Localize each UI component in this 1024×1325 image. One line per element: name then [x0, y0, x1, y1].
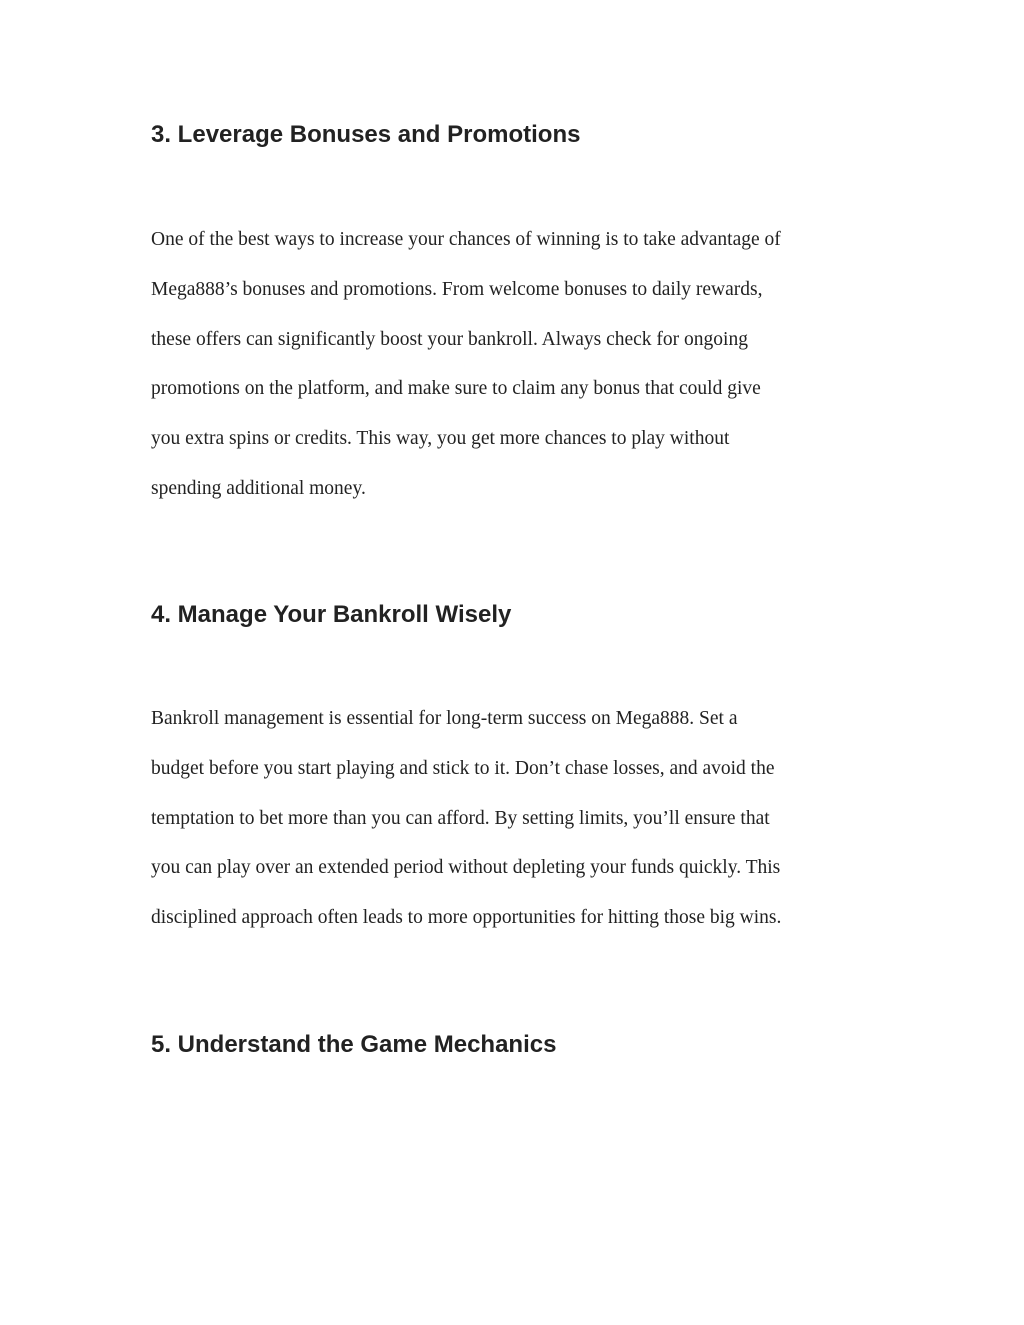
section-heading-bonuses: 3. Leverage Bonuses and Promotions [151, 121, 581, 148]
section-heading-bankroll: 4. Manage Your Bankroll Wisely [151, 601, 512, 628]
section-heading-game-mechanics: 5. Understand the Game Mechanics [151, 1031, 557, 1058]
paragraph-line: you can play over an extended period without depleting your funds quickly. This [151, 857, 781, 879]
paragraph-line: you extra spins or credits. This way, you get more chances to play without [151, 428, 730, 450]
paragraph-line: One of the best ways to increase your chances of winning is to take advantage of [151, 229, 781, 250]
paragraph-line: spending additional money. [151, 477, 366, 499]
paragraph-bankroll [151, 694, 881, 943]
paragraph-bonuses [151, 215, 881, 514]
paragraph-line: disciplined approach often leads to more opportunities for hitting those big wins. [151, 907, 782, 929]
paragraph-line: these offers can significantly boost your bankroll. Always check for ongoing [151, 328, 748, 350]
paragraph-line: temptation to bet more than you can afford. By setting limits, you’ll ensure that [151, 807, 770, 829]
paragraph-line: promotions on the platform, and make sure to claim any bonus that could give [151, 378, 761, 400]
paragraph-line: Bankroll management is essential for long-term success on Mega888. Set a [151, 708, 738, 729]
paragraph-line: budget before you start playing and stick to it. Don’t chase losses, and avoid the [151, 757, 775, 779]
paragraph-line: Mega888’s bonuses and promotions. From welcome bonuses to daily rewards, [151, 278, 763, 300]
